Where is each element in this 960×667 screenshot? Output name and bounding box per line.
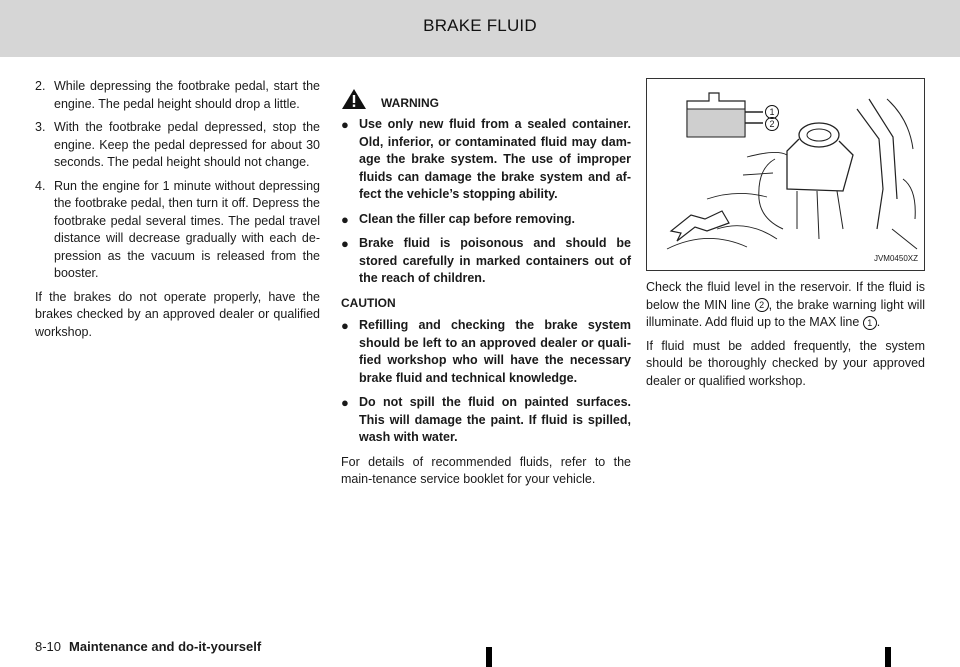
caution-item bbox=[341, 394, 631, 447]
page-number: 8-10 bbox=[35, 639, 62, 654]
step-number: 3. bbox=[35, 120, 46, 134]
warning-label: WARNING bbox=[381, 96, 439, 111]
step-text: Run the engine for 1 minute without depressing the footbrake pedal, then turn it off. Depress the footbrake pedal several times. The pedal travel distance will decrease gradually with each de-pression as the vacuum is released from the booster. bbox=[54, 178, 320, 280]
step-number: 2. bbox=[35, 79, 46, 93]
caution-text: Refilling and checking the brake system should be left to an approved dealer or quali-fied workshop who will have the necessary brake fluid and technical knowledge. bbox=[359, 318, 631, 385]
text-run: . bbox=[876, 315, 881, 329]
figure-code: JVM0450XZ bbox=[873, 253, 918, 263]
bullet-icon: ● bbox=[341, 236, 349, 251]
warning-item bbox=[341, 116, 631, 204]
step-text: With the footbrake pedal depressed, stop the engine. Keep the pedal depressed for about 30 seconds. The pedal height should not change. bbox=[54, 120, 320, 169]
column-left bbox=[35, 78, 320, 347]
warning-text: Clean the filler cap before removing. bbox=[359, 211, 576, 226]
bullet-icon: ● bbox=[341, 117, 349, 132]
body-paragraph: For details of recommended fluids, refer to the main-tenance service booklet for your vehicle. bbox=[341, 454, 631, 486]
column-right bbox=[646, 78, 925, 396]
max-line-marker-icon: 1 bbox=[863, 316, 877, 330]
caution-text: Do not spill the fluid on painted surfaces. This will damage the paint. If fluid is spilled, wash with water. bbox=[359, 395, 631, 444]
caution-item bbox=[341, 317, 631, 387]
caution-label: CAUTION bbox=[341, 295, 396, 310]
warning-item bbox=[341, 235, 631, 288]
step-text: While depressing the footbrake pedal, start the engine. The pedal height should drop a little. bbox=[54, 79, 320, 111]
page-title: BRAKE FLUID bbox=[423, 16, 537, 35]
warning-header bbox=[341, 84, 631, 114]
callout-1-icon: 1 bbox=[765, 105, 779, 119]
section-title: Maintenance and do-it-yourself bbox=[69, 639, 262, 654]
text-run: , the brake warning light will illuminate. Add fluid up to the MAX line bbox=[646, 297, 925, 329]
warning-triangle-icon bbox=[341, 88, 367, 110]
bullet-icon: ● bbox=[341, 211, 349, 227]
min-line-marker-icon: 2 bbox=[755, 298, 769, 312]
body-paragraph: If fluid must be added frequently, the system should be thoroughly checked by your approved dealer or qualified workshop. bbox=[646, 338, 925, 388]
callout-2-icon: 2 bbox=[765, 117, 779, 131]
step-item bbox=[35, 78, 320, 113]
bullet-icon: ● bbox=[341, 318, 349, 333]
step-item bbox=[35, 178, 320, 283]
warning-text: Use only new fluid from a sealed container. Old, inferior, or contaminated fluid may dam-age the brake system. The use of improper fluids can damage the brake system and af-fect the vehicle’s stopping ability. bbox=[359, 117, 631, 201]
crop-mark bbox=[885, 647, 891, 667]
text-run: Check the fluid level in the reservoir. If the fluid is below the MIN line bbox=[646, 280, 925, 312]
body-paragraph: If the brakes do not operate properly, have the brakes checked by an approved dealer or qualified workshop. bbox=[35, 289, 320, 339]
step-number: 4. bbox=[35, 178, 46, 193]
step-item bbox=[35, 119, 320, 172]
body-paragraph bbox=[646, 279, 925, 332]
column-middle bbox=[341, 84, 631, 495]
page-footer bbox=[35, 639, 261, 654]
bullet-icon: ● bbox=[341, 395, 349, 410]
warning-text: Brake fluid is poisonous and should be stored carefully in marked containers out of the reach of children. bbox=[359, 236, 631, 285]
brake-reservoir-illustration bbox=[647, 79, 924, 270]
reservoir-figure bbox=[646, 78, 925, 271]
crop-mark bbox=[486, 647, 492, 667]
warning-item bbox=[341, 211, 631, 229]
